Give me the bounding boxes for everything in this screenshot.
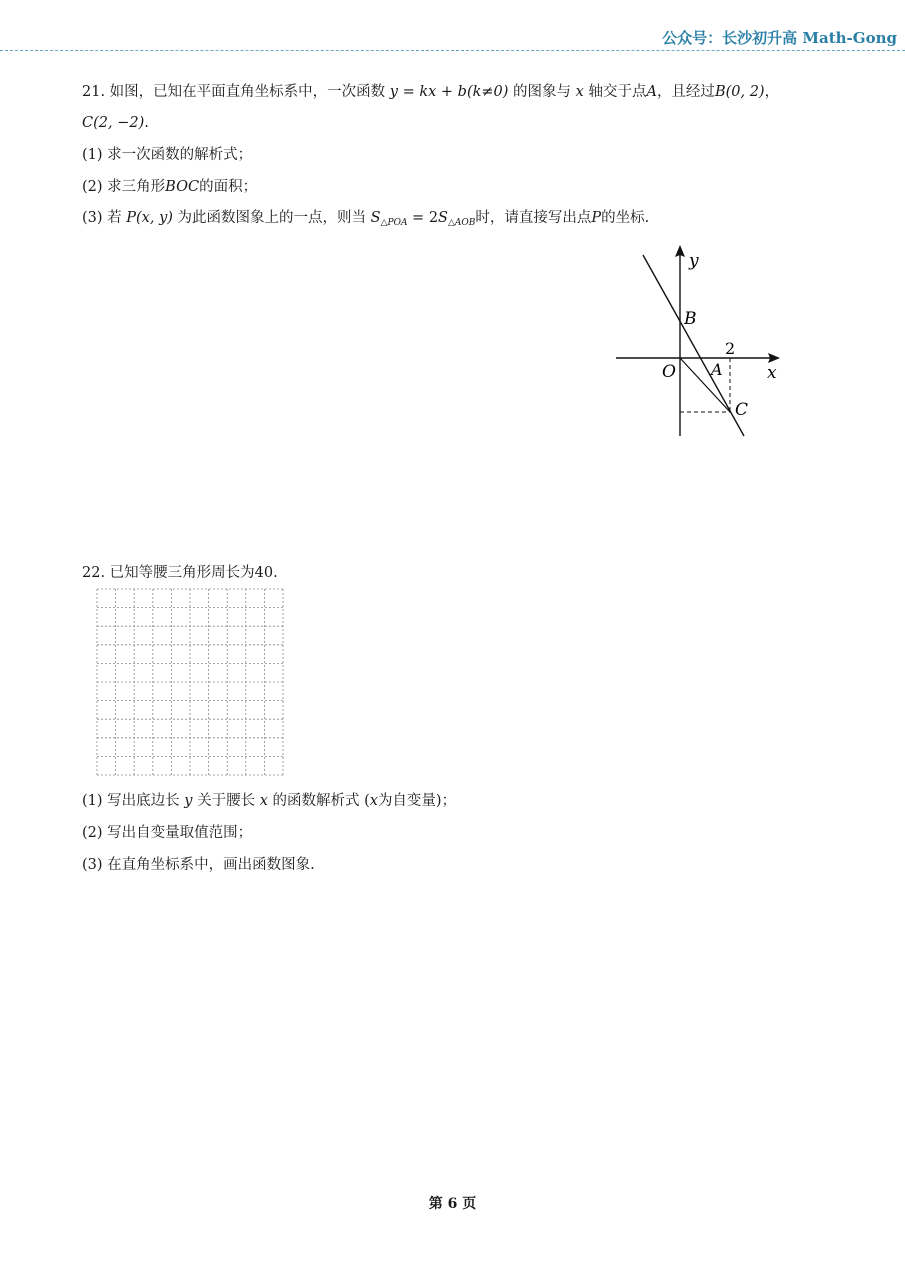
q21-sub3-eq: = 2	[407, 210, 439, 226]
q21-sub3-text: 的坐标.	[601, 210, 650, 226]
q21-point-b: B(0, 2)	[714, 84, 765, 100]
label-c: C	[735, 400, 749, 420]
q21-sub3-area2-sub: △AOB	[447, 218, 476, 228]
q22-stem	[82, 563, 278, 583]
q21-text: 的图象与	[513, 84, 572, 100]
label-o: O	[662, 362, 676, 382]
q21-sub3-text: 为此函数图象上的一点，则当	[177, 210, 367, 226]
label-b: B	[684, 309, 697, 329]
q22-sub1-var-x2: x	[369, 793, 378, 809]
q21-sub3-point: P(x, y)	[126, 210, 173, 226]
q22-sub1-var-y: y	[184, 793, 193, 809]
q21-function: y = kx + b(k≠0)	[389, 84, 509, 100]
q22-sub1-text: 的函数解析式 (	[272, 793, 370, 809]
q21-sub3-area1: S	[370, 210, 381, 226]
q21-sub1: (1) 求一次函数的解析式；	[82, 147, 253, 163]
q21-text: ，且经过	[656, 84, 715, 100]
label-a: A	[711, 360, 723, 379]
label-2: 2	[725, 339, 736, 358]
q22-number: 22.	[82, 565, 106, 581]
q21-stem-line2	[82, 113, 149, 133]
q21-sub3-area2: S	[438, 210, 448, 226]
q22-sub1	[82, 791, 456, 811]
q22-sub3: (3) 在直角坐标系中，画出函数图象.	[82, 857, 315, 873]
q22-sub1-text: 为自变量)；	[377, 793, 457, 809]
header-title: 公众号：长沙初升高 Math-Gong	[662, 29, 897, 47]
q21-coordinate-figure	[612, 240, 792, 440]
q22-text: 已知等腰三角形周长为40.	[109, 565, 278, 581]
q21-sub3-point2: P	[591, 210, 602, 226]
q21-text: 如图，已知在平面直角坐标系中，一次函数	[109, 84, 386, 100]
q21-text: ，	[764, 84, 780, 100]
q21-text: 轴交于点	[588, 84, 647, 100]
q21-sub3-text: 时，请直接写出点	[475, 210, 592, 226]
q22-sub1-var-x: x	[259, 793, 268, 809]
q21-sub3-text: (3) 若	[82, 210, 122, 226]
q22-sub1-text: (1) 写出底边长	[82, 793, 180, 809]
q22-grid-figure	[96, 588, 286, 778]
page-number: 第 6 页	[428, 1196, 477, 1212]
label-y: y	[689, 251, 699, 271]
q21-var-x: x	[575, 84, 584, 100]
q22-sub1-text: 关于腰长	[197, 793, 256, 809]
q21-sub3	[82, 208, 649, 233]
q21-number: 21.	[82, 84, 106, 100]
q21-sub2-text: 的面积；	[199, 179, 258, 195]
q21-sub2-triangle: BOC	[165, 179, 200, 195]
q21-point-c: C(2, −2)	[82, 115, 145, 131]
header-rule	[0, 50, 905, 51]
label-x: x	[767, 363, 777, 383]
q21-sub3-area1-sub: △POA	[380, 218, 408, 228]
q21-point-a: A	[646, 84, 657, 100]
q22-sub2: (2) 写出自变量取值范围；	[82, 825, 253, 841]
q21-sub2-text: (2) 求三角形	[82, 179, 166, 195]
q21-text: .	[144, 115, 149, 131]
q21-sub2	[82, 177, 257, 197]
q21-stem-line1	[82, 82, 779, 102]
